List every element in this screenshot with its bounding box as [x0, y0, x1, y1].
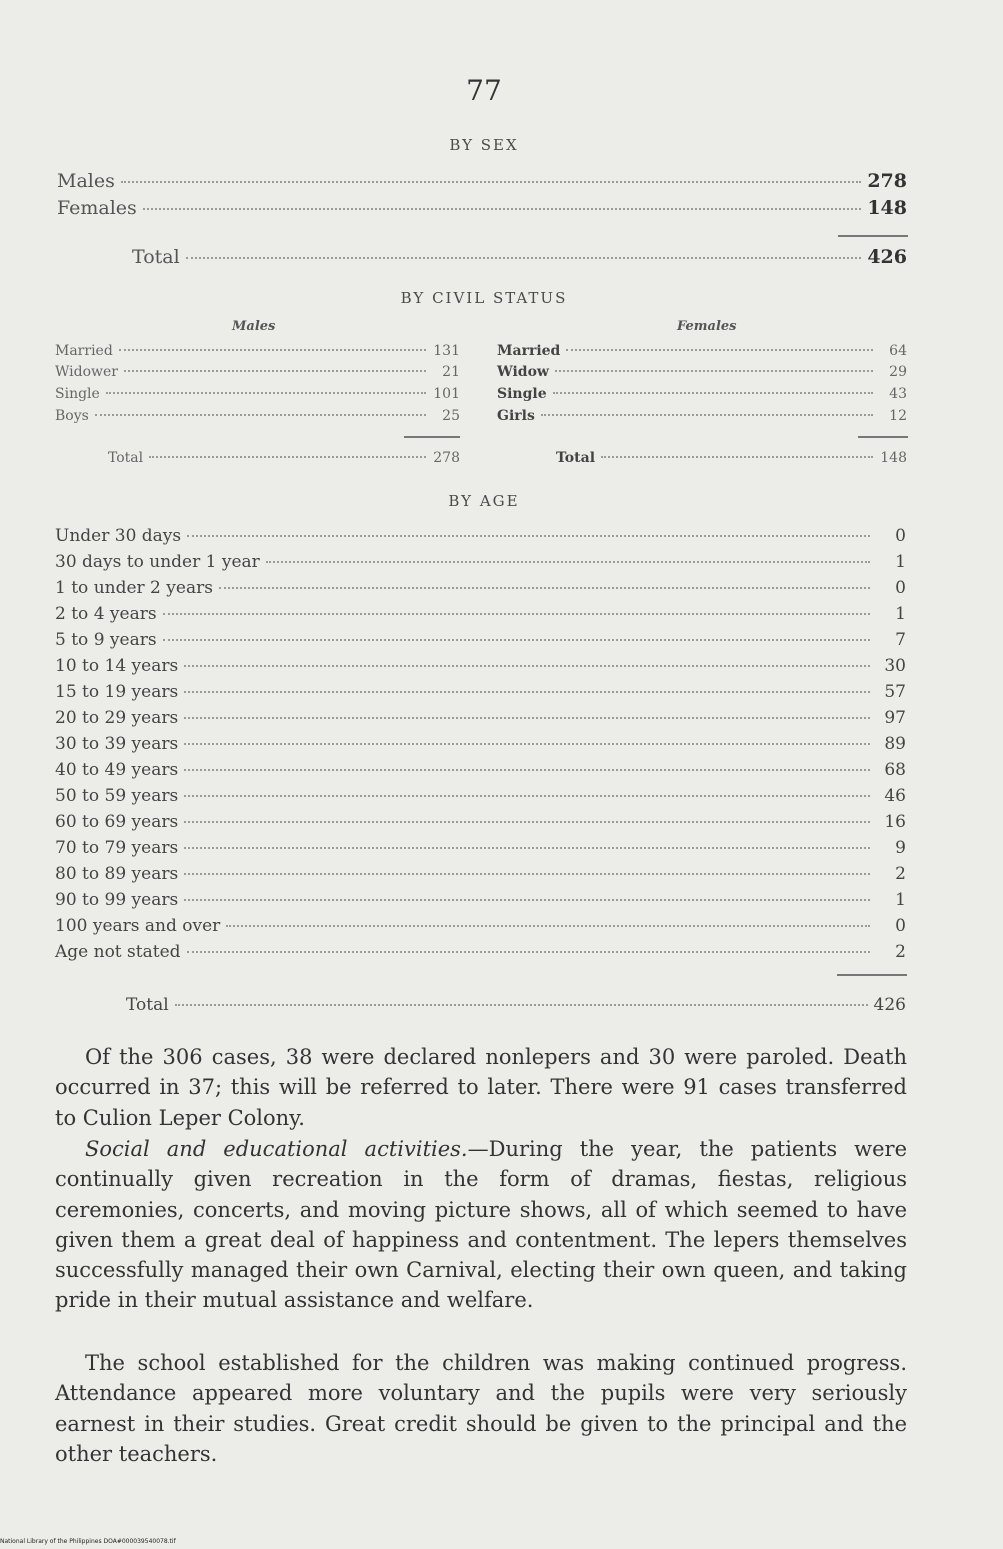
total-row — [556, 450, 907, 466]
row-value: 57 — [884, 682, 906, 702]
dot-leader — [184, 691, 870, 693]
row-label: 100 years and over — [55, 916, 221, 936]
total-value: 426 — [867, 246, 907, 268]
by-age-heading: BY AGE — [448, 492, 520, 510]
table-row — [55, 408, 460, 424]
table-row — [497, 343, 907, 359]
row-label: Married — [55, 343, 113, 359]
dot-leader — [184, 821, 870, 823]
dot-leader — [124, 370, 426, 372]
table-row — [55, 760, 906, 780]
table-row — [55, 604, 906, 624]
row-value: 2 — [895, 942, 906, 962]
row-value: 2 — [895, 864, 906, 884]
total-value: 426 — [873, 995, 906, 1015]
males-heading: Males — [232, 319, 276, 334]
table-row — [55, 343, 460, 359]
row-value: 29 — [889, 364, 907, 380]
total-label: Total — [132, 246, 180, 268]
table-row — [55, 812, 906, 832]
total-value: 148 — [880, 450, 907, 466]
dot-leader — [601, 456, 873, 458]
table-row — [55, 708, 906, 728]
row-label: 15 to 19 years — [55, 682, 179, 702]
dot-leader — [163, 639, 870, 641]
row-label: Females — [57, 197, 137, 219]
dot-leader — [184, 665, 870, 667]
dot-leader — [187, 951, 870, 953]
row-label: Single — [55, 386, 100, 402]
by-civil-status-heading: BY CIVIL STATUS — [400, 289, 568, 307]
row-label: 20 to 29 years — [55, 708, 179, 728]
dot-leader — [121, 181, 861, 183]
dot-leader — [184, 847, 870, 849]
table-row — [55, 916, 906, 936]
row-value: 131 — [433, 343, 460, 359]
dot-leader — [555, 370, 873, 372]
dot-leader — [119, 349, 426, 351]
row-label: Girls — [497, 408, 535, 424]
table-row — [55, 386, 460, 402]
table-row — [55, 682, 906, 702]
row-value: 68 — [884, 760, 906, 780]
total-rule — [858, 436, 908, 438]
row-label: 30 days to under 1 year — [55, 552, 260, 572]
row-label: 1 to under 2 years — [55, 578, 213, 598]
row-label: Under 30 days — [55, 526, 182, 546]
table-row — [55, 734, 906, 754]
dot-leader — [266, 561, 870, 563]
row-label: 80 to 89 years — [55, 864, 179, 884]
row-label: 40 to 49 years — [55, 760, 179, 780]
row-value: 46 — [884, 786, 906, 806]
paragraph-social-activities — [55, 1134, 907, 1316]
total-label: Total — [556, 450, 596, 466]
dot-leader — [226, 925, 870, 927]
dot-leader — [541, 414, 873, 416]
row-label: 2 to 4 years — [55, 604, 157, 624]
paragraph-school: The school established for the children was making continued progress. Attendance appeared more voluntary and the pupils were very seriously earnest in their studies. Great credit should be given to the principal and the other teachers. — [55, 1351, 907, 1466]
dot-leader — [95, 414, 426, 416]
row-value: 97 — [884, 708, 906, 728]
table-row — [497, 408, 907, 424]
dot-leader — [184, 899, 870, 901]
by-sex-heading: BY SEX — [449, 136, 519, 154]
row-value: 89 — [884, 734, 906, 754]
table-row — [55, 526, 906, 546]
row-label: 10 to 14 years — [55, 656, 179, 676]
table-row — [55, 578, 906, 598]
dot-leader — [566, 349, 873, 351]
row-value: 1 — [895, 890, 906, 910]
scan-footer: National Library of the Philippines DOA#000039540078.tif — [0, 1538, 176, 1545]
row-label: 60 to 69 years — [55, 812, 179, 832]
table-row — [55, 552, 906, 572]
row-value: 1 — [895, 552, 906, 572]
row-label: Boys — [55, 408, 89, 424]
row-value: 12 — [889, 408, 907, 424]
dot-leader — [175, 1004, 868, 1006]
dot-leader — [219, 587, 870, 589]
dot-leader — [553, 392, 873, 394]
row-value: 101 — [433, 386, 460, 402]
total-row — [132, 246, 907, 268]
table-row — [55, 890, 906, 910]
row-label: 5 to 9 years — [55, 630, 157, 650]
row-label: Males — [57, 170, 115, 192]
total-rule — [838, 235, 908, 237]
row-value: 0 — [895, 578, 906, 598]
dot-leader — [163, 613, 870, 615]
table-row — [55, 364, 460, 380]
females-heading: Females — [677, 319, 737, 334]
table-row — [55, 864, 906, 884]
dot-leader — [184, 873, 870, 875]
row-value: 21 — [442, 364, 460, 380]
table-row — [497, 386, 907, 402]
row-value: 278 — [867, 170, 907, 192]
table-row — [55, 786, 906, 806]
table-row — [55, 630, 906, 650]
row-label: Age not stated — [55, 942, 181, 962]
row-label: 70 to 79 years — [55, 838, 179, 858]
table-row — [55, 942, 906, 962]
total-label: Total — [108, 450, 144, 466]
total-value: 278 — [433, 450, 460, 466]
row-value: 0 — [895, 916, 906, 936]
row-value: 43 — [889, 386, 907, 402]
row-value: 30 — [884, 656, 906, 676]
table-row — [57, 170, 907, 192]
row-value: 9 — [895, 838, 906, 858]
section-heading: Social and educational activities. — [85, 1137, 468, 1161]
page-number: 77 — [466, 74, 502, 107]
dot-leader — [184, 717, 870, 719]
row-value: 25 — [442, 408, 460, 424]
row-label: 50 to 59 years — [55, 786, 179, 806]
total-rule — [837, 974, 907, 976]
paragraph-text: —During the year, the patients were continually given recreation in the form of dramas, fiestas, religious ceremonies, concerts, and moving picture shows, all of which seemed to have given them a great deal of happiness and contentment. The lepers themselves successfully managed their own Carnival, electing their own queen, and taking pride in their mutual assistance and welfare. — [55, 1137, 907, 1313]
row-value: 0 — [895, 526, 906, 546]
row-label: Widow — [497, 364, 549, 380]
dot-leader — [143, 208, 861, 210]
dot-leader — [106, 392, 426, 394]
total-rule — [404, 436, 460, 438]
table-row — [497, 364, 907, 380]
row-label: 90 to 99 years — [55, 890, 179, 910]
row-value: 148 — [867, 197, 907, 219]
row-value: 7 — [895, 630, 906, 650]
dot-leader — [187, 535, 870, 537]
row-value: 16 — [884, 812, 906, 832]
table-row — [55, 656, 906, 676]
dot-leader — [184, 795, 870, 797]
row-label: 30 to 39 years — [55, 734, 179, 754]
row-value: 64 — [889, 343, 907, 359]
total-label: Total — [126, 995, 169, 1015]
row-label: Single — [497, 386, 547, 402]
total-row — [108, 450, 460, 466]
dot-leader — [149, 456, 426, 458]
paragraph-cases: Of the 306 cases, 38 were declared nonlepers and 30 were paroled. Death occurred in 37; this will be referred to later. There were 91 cases transferred to Culion Leper Colony. — [55, 1045, 907, 1130]
total-row — [126, 995, 906, 1015]
dot-leader — [184, 769, 870, 771]
dot-leader — [184, 743, 870, 745]
row-label: Married — [497, 343, 561, 359]
table-row — [57, 197, 907, 219]
row-label: Widower — [55, 364, 118, 380]
table-row — [55, 838, 906, 858]
dot-leader — [186, 257, 861, 259]
row-value: 1 — [895, 604, 906, 624]
